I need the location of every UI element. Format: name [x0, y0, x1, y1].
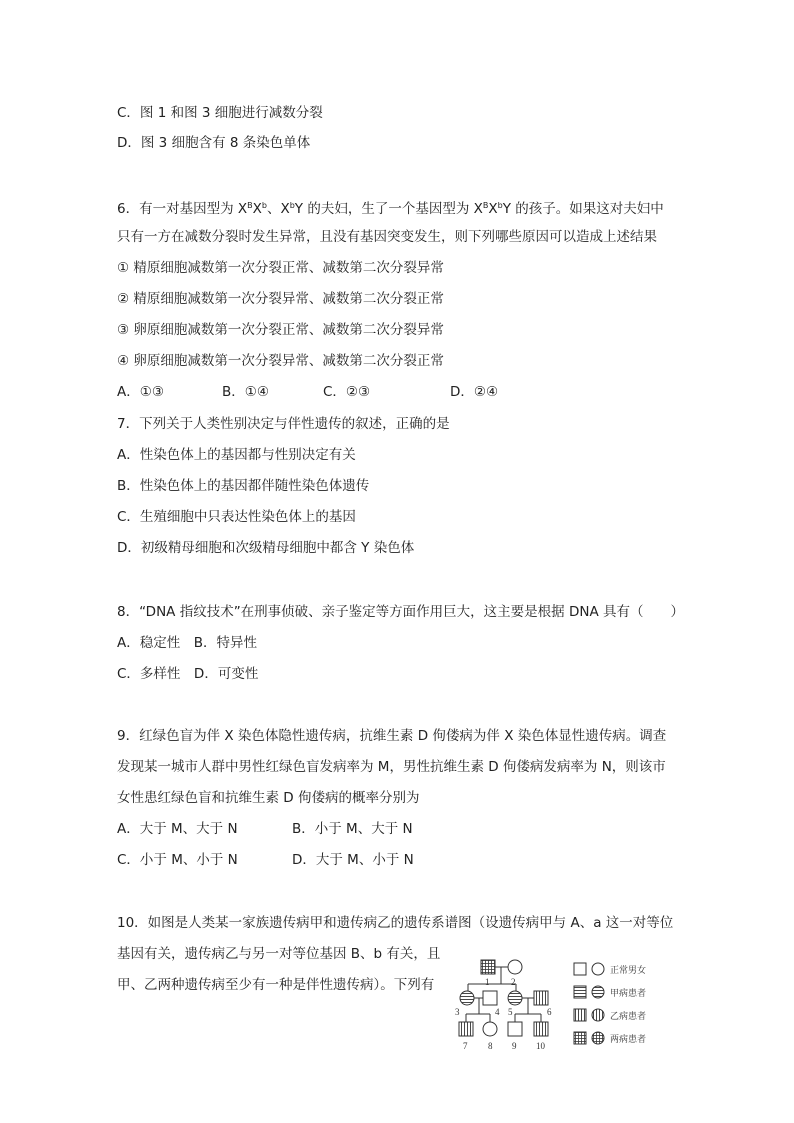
q6-item-4: ④ 卵原细胞减数第一次分裂异常、减数第二次分裂正常 [117, 353, 444, 369]
q9-option-a: A．大于 M、大于 N [117, 821, 238, 837]
q9-stem-line1: 9．红绿色盲为伴 X 染色体隐性遗传病，抗维生素 D 佝偻病为伴 X 染色体显性遗传病。调查 [117, 728, 667, 744]
q6-item-3: ③ 卵原细胞减数第一次分裂正常、减数第二次分裂异常 [117, 322, 444, 338]
q6-stem-line2: 只有一方在减数分裂时发生异常，且没有基因突变发生，则下列哪些原因可以造成上述结果 [117, 229, 657, 245]
legend-normal-label: 正常男女 [610, 966, 647, 976]
q5-option-c: C．图 1 和图 3 细胞进行减数分裂 [117, 105, 323, 121]
q6-stem-line1: 6．有一对基因型为 $X^BX^b$、$X^bY$ 的夫妇，生了一个基因型为 $X^BX^bY$ 的孩子。如果这对夫妇中 [117, 201, 664, 217]
pedigree-number: 2 [511, 977, 516, 987]
q10-stem-line2: 基因有关，遗传病乙与另一对等位基因 B、b 有关，且 [117, 946, 441, 962]
q5-option-d: D．图 3 细胞含有 8 条染色单体 [117, 135, 311, 151]
pedigree-number: 5 [508, 1007, 513, 1017]
q6-option-a: A．①③ [117, 384, 164, 400]
q6-option-d: D．②④ [450, 384, 499, 400]
pedigree-individual-10 [534, 1022, 548, 1036]
q7-stem: 7．下列关于人类性别决定与伴性遗传的叙述，正确的是 [117, 416, 450, 432]
pedigree-individual-7 [459, 1022, 473, 1036]
pedigree-number: 3 [455, 1007, 460, 1017]
q9-stem-line3: 女性患红绿色盲和抗维生素 D 佝偻病的概率分别为 [117, 790, 420, 806]
q9-option-b: B．小于 M、大于 N [292, 821, 413, 837]
pedigree-chart [448, 956, 688, 1056]
q10-stem-line3: 甲、乙两种遗传病至少有一种是伴性遗传病）。下列有 [117, 977, 435, 993]
q7-option-a: A．性染色体上的基因都与性别决定有关 [117, 447, 356, 463]
pedigree-individual-3 [460, 991, 474, 1005]
q7-option-c: C．生殖细胞中只表达性染色体上的基因 [117, 509, 356, 525]
pedigree-number: 1 [485, 977, 490, 987]
q7-option-b: B．性染色体上的基因都伴随性染色体遗传 [117, 478, 370, 494]
pedigree-number: 8 [488, 1041, 493, 1051]
pedigree-number: 7 [463, 1041, 468, 1051]
q9-option-c: C．小于 M、小于 N [117, 852, 238, 868]
q9-stem-line2: 发现某一城市人群中男性红绿色盲发病率为 M，男性抗维生素 D 佝偻病发病率为 N，则该市 [117, 759, 666, 775]
pedigree-number: 4 [495, 1007, 500, 1017]
pedigree-individual-9 [508, 1022, 522, 1036]
q6-item-2: ② 精原细胞减数第一次分裂异常、减数第二次分裂正常 [117, 291, 444, 307]
q10-stem-line1: 10．如图是人类某一家族遗传病甲和遗传病乙的遗传系谱图（设遗传病甲与 A、a 这一对等位 [117, 915, 674, 931]
pedigree-individual-8 [483, 1022, 497, 1036]
q8-stem: 8．“DNA 指纹技术”在刑事侦破、亲子鉴定等方面作用巨大，这主要是根据 DNA 具有（ ） [117, 604, 684, 620]
legend-both-label: 两病患者 [610, 1035, 647, 1045]
pedigree-number: 6 [547, 1007, 552, 1017]
legend-disease-b-label: 乙病患者 [610, 1012, 647, 1022]
pedigree-individual-5 [508, 991, 522, 1005]
q6-option-c: C．②③ [323, 384, 371, 400]
q7-option-d: D．初级精母细胞和次级精母细胞中都含 Y 染色体 [117, 540, 415, 556]
pedigree-number: 10 [536, 1041, 545, 1051]
pedigree-individual-1 [481, 960, 495, 974]
pedigree-individual-2 [508, 960, 522, 974]
pedigree-legend [574, 963, 646, 1045]
q8-options-ab: A．稳定性 B．特异性 [117, 635, 257, 651]
legend-disease-a-label: 甲病患者 [610, 989, 647, 999]
q6-option-b: B．①④ [222, 384, 269, 400]
q6-item-1: ① 精原细胞减数第一次分裂正常、减数第二次分裂异常 [117, 260, 444, 276]
pedigree-number: 9 [512, 1041, 517, 1051]
q9-option-d: D．大于 M、小于 N [292, 852, 414, 868]
pedigree-individual-4 [483, 991, 497, 1005]
q8-options-cd: C．多样性 D．可变性 [117, 666, 259, 682]
pedigree-individual-6 [534, 991, 548, 1005]
